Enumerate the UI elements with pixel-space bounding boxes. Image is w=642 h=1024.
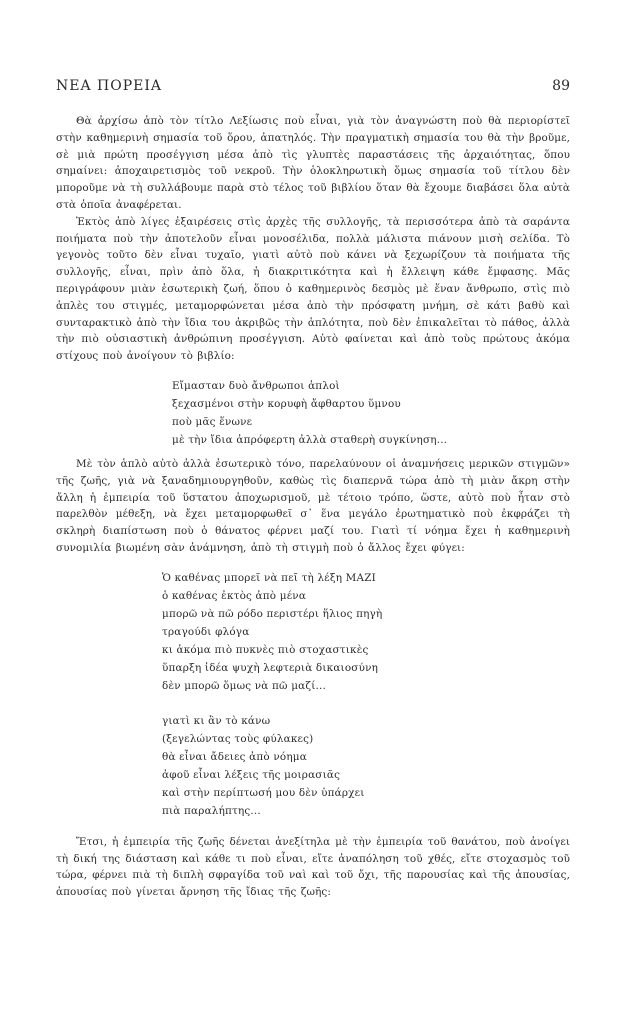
poem-line: κι ἀκόμα πιὸ πυκνὲς πιὸ στοχαστικὲς: [162, 643, 369, 656]
poem-line: τραγούδι φλόγα: [162, 625, 250, 638]
poem-line: ὕπαρξη ἰδέα ψυχὴ λεφτεριὰ δικαιοσύνη: [162, 661, 379, 674]
paragraph-4: Ἔτσι, ἡ ἐμπειρία τῆς ζωῆς δένεται ἀνεξίτηλα μὲ τὴν ἐμπειρία τοῦ θανάτου, ποὺ ἀνοίγει τὴ δική της διάσταση καὶ κάθε τι ποὺ εἶναι, εἴτε ἀναπόληση τοῦ χθές, εἴτε στοχασμὸς τοῦ τώρα, φέρνει πιὰ τὴ διπλὴ σφραγίδα τοῦ ναὶ καὶ τοῦ ὄχι, τῆς παρουσίας καὶ τῆς ἀπουσίας, ἀπουσίας ποὺ γίνεται ἄρνηση τῆς ἴδιας τῆς ζωῆς:: [56, 835, 570, 899]
page-header: [56, 78, 570, 96]
poem-line: ξεχασμένοι στὴν κορυφὴ ἄφθαρτου ὕμνου: [172, 397, 401, 410]
poem-line: καὶ στὴν περίπτωσή μου δὲν ὑπάρχει: [162, 786, 365, 799]
poem-line: θὰ εἶναι ἄδειες ἀπὸ νόημα: [162, 750, 307, 763]
poem-line: μὲ τὴν ἴδια ἀπρόφερτη ἀλλὰ σταθερὴ συγκίνηση...: [172, 433, 448, 446]
poem-line: ποὺ μᾶς ἕνωνε: [172, 415, 253, 428]
poem-line: γιατὶ κι ἂν τὸ κάνω: [162, 714, 271, 727]
page-number: 89: [552, 78, 570, 94]
poem-quote-3: [162, 712, 570, 820]
poem-line: ὁ καθένας ἐκτὸς ἀπὸ μένα: [162, 589, 307, 602]
poem-line: μπορῶ νὰ πῶ ρόδο περιστέρι ἥλιος πηγὴ: [162, 607, 383, 620]
article-body: [56, 113, 570, 901]
poem-line: πιὰ παραλήπτης...: [162, 804, 261, 817]
paragraph-3: Μὲ τὸν ἁπλὸ αὐτὸ ἀλλὰ ἐσωτερικὸ τόνο, παρελαύνουν οἱ ἀναμνήσεις μερικῶν στιγμῶν» τῆς ζωῆς, γιὰ νὰ ξαναδημιουργηθοῦν, καθὼς τὶς διαπερνᾶ τώρα ἀπὸ τὴ μιὰν ἄκρη στὴν ἄλλη ἡ ἐμπειρία τοῦ ὕστατου ἀποχωρισμοῦ, μὲ τέτοιο τρόπο, ὥστε, αὐτὸ ποὺ ἦταν στὸ παρελθὸν μέθεξη, νὰ ἔχει μεταμορφωθεῖ σ᾿ ἕνα μεγάλο ἐρωτηματικὸ ποὺ ἐκφράζει τὴ σκληρὴ διαπίστωση ποὺ ὁ θάνατος φέρνει μαζί του. Γιατὶ τί νόημα ἔχει ἡ καθημερινὴ συνομιλία βιωμένη σὰν ἀνάμνηση, ἀπὸ τὴ στιγμὴ ποὺ ὁ ἄλλος ἔχει φύγει:: [56, 457, 570, 554]
poem-quote-1: [172, 377, 570, 449]
poem-line: Ὁ καθένας μπορεῖ νὰ πεῖ τὴ λέξη ΜΑΖΙ: [162, 571, 376, 584]
poem-line: δὲν μπορῶ ὅμως νὰ πῶ μαζί...: [162, 679, 327, 692]
poem-line: (ξεγελώντας τοὺς φύλακες): [162, 732, 314, 745]
paragraph-2: Ἐκτὸς ἀπὸ λίγες ἐξαιρέσεις στὶς ἀρχὲς τῆς συλλογῆς, τὰ περισσότερα ἀπὸ τὰ σαράντα ποιήματα ποὺ τὴν ἀποτελοῦν εἶναι μονοσέλιδα, πολλὰ μάλιστα πιάνουν μισὴ σελίδα. Τὸ γεγονὸς τοῦτο δὲν εἶναι τυχαῖο, γιατὶ αὐτὸ ποὺ κάνει νὰ ξεχωρίζουν τὰ ποιήματα τῆς συλλογῆς, εἶναι, πρὶν ἀπὸ ὅλα, ἡ διακριτικότητα καὶ ἡ ἔλλειψη κάθε ἔμφασης. Μᾶς περιγράφουν μιὰν ἐσωτερικὴ ζωή, ὅπου ὁ καθημερινὸς δεσμὸς μὲ ἕναν ἄνθρωπο, στὶς πιὸ ἁπλὲς του στιγμές, μεταμορφώνεται μέσα ἀπὸ τὴν πρόσφατη μνήμη, σὲ κάτι βαθὺ καὶ συνταρακτικὸ ἀπὸ τὴν ἴδια του ἀκριβῶς τὴν ἁπλότητα, ποὺ δὲν ἐπικαλεῖται τὸ πάθος, ἀλλὰ τὴν πιὸ οὐσιαστικὴ ἀνθρώπινη προσέγγιση. Αὐτὸ φαίνεται καὶ ἀπὸ τοὺς πρώτους ἀκόμα στίχους ποὺ ἀνοίγουν τὸ βιβλίο:: [56, 215, 570, 363]
poem-quote-2: [162, 569, 570, 695]
poem-line: Εἴμασταν δυὸ ἄνθρωποι ἁπλοὶ: [172, 379, 340, 392]
journal-title: ΝΕΑ ΠΟΡΕΙΑ: [56, 78, 162, 94]
paragraph-1: Θὰ ἀρχίσω ἀπὸ τὸν τίτλο Λεξίωσις ποὺ εἶναι, γιὰ τὸν ἀναγνώστη ποὺ θὰ περιορίστεῖ στὴν καθημερινὴ σημασία τοῦ ὅρου, ἀπατηλός. Τὴν πραγματικὴ σημασία του θὰ τὴν βροῦμε, σὲ μιὰ πρώτη προσέγγιση μέσα ἀπὸ τὶς γλυπτὲς παραστάσεις τῆς ἀρχαιότητας, ὅπου σημαίνει: ἀποχαιρετισμὸς τοῦ νεκροῦ. Τὴν ὁλοκληρωτικὴ ὅμως σημασία τοῦ τίτλου δὲν μποροῦμε νὰ τὴ συλλάβουμε παρὰ στὸ τέλος τοῦ βιβλίου ὅταν θὰ ἔχουμε διαβάσει ὅλα αὐτὰ στὰ ὁποῖα ἀναφέρεται.: [56, 115, 570, 211]
poem-line: ἀφοῦ εἶναι λέξεις τῆς μοιρασιᾶς: [162, 768, 341, 781]
